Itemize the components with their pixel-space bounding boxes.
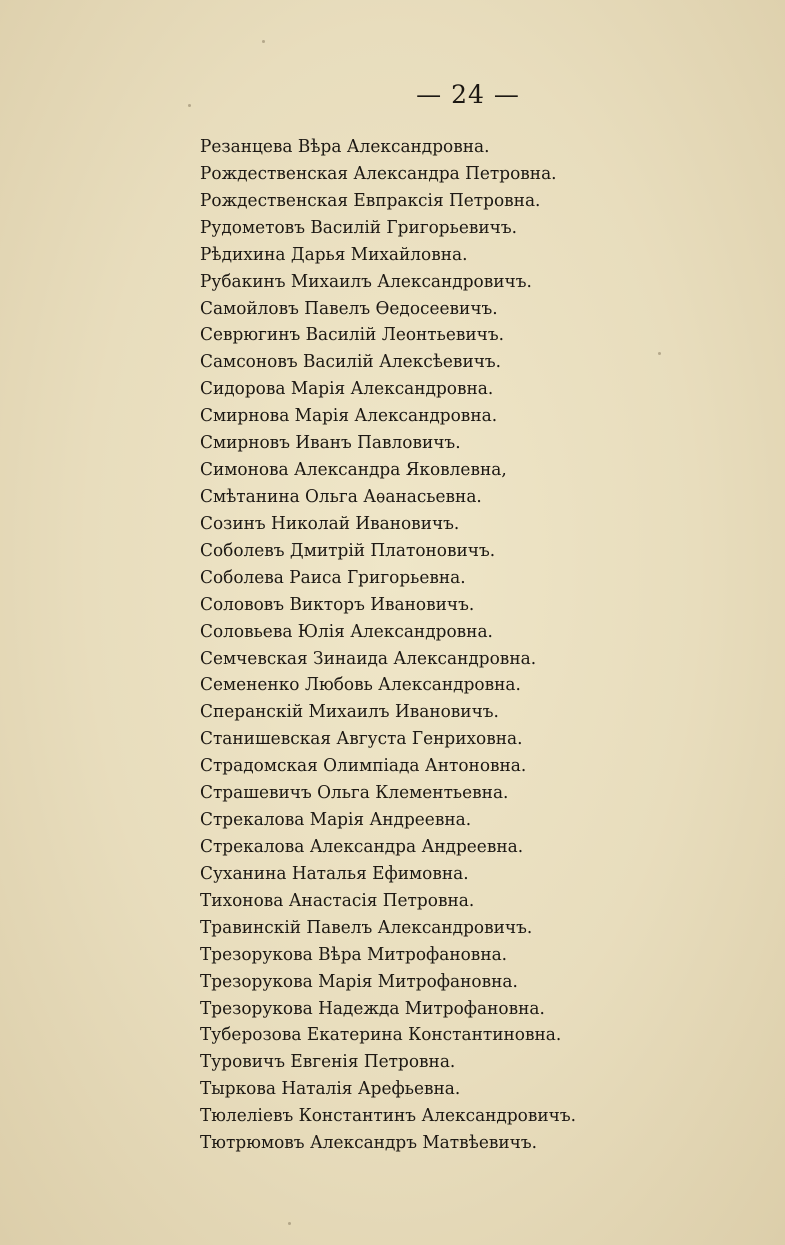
name-entry: Смѣтанина Ольга Аѳанасьевна. [200,485,482,507]
paper-speck [188,104,191,107]
name-entry: Смирнова Марія Александровна. [200,405,498,427]
name-entry: Страшевичъ Ольга Клементьевна. [200,782,509,804]
name-entry: Рудометовъ Василій Григорьевичъ. [200,216,517,238]
name-entry: Тюлеліевъ Константинъ Александровичъ. [200,1105,576,1127]
name-entry: Симонова Александра Яковлевна, [200,459,507,481]
name-entry: Рождественская Александра Петровна. [200,162,557,184]
name-entry: Трезорукова Марія Митрофановна. [200,970,518,992]
name-entry: Туберозова Екатерина Константиновна. [200,1024,562,1046]
name-entry: Самсоновъ Василій Алексѣевичъ. [200,351,502,373]
name-entry: Страдомская Олимпіада Антоновна. [200,755,527,777]
name-entry: Семчевская Зинаида Александровна. [200,647,537,669]
name-entry: Самойловъ Павелъ Ѳедосеевичъ. [200,297,498,319]
name-entry: Суханина Наталья Ефимовна. [200,862,469,884]
name-entry: Тихонова Анастасія Петровна. [200,889,475,911]
name-entry: Севрюгинъ Василій Леонтьевичъ. [200,324,505,346]
name-entry: Трезорукова Вѣра Митрофановна. [200,943,508,965]
name-entry: Рождественская Евпраксія Петровна. [200,189,541,211]
name-entry: Солововъ Викторъ Ивановичъ. [200,593,475,615]
name-entry: Соболевъ Дмитрій Платоновичъ. [200,539,496,561]
paper-speck [658,352,661,355]
name-entry: Резанцева Вѣра Александровна. [200,136,490,157]
name-entry: Семененко Любовь Александровна. [200,674,521,696]
name-entry: Трезорукова Надежда Митрофановна. [200,997,545,1019]
name-entry: Стрекалова Марія Андреевна. [200,809,472,831]
name-entry: Сперанскій Михаилъ Ивановичъ. [200,701,499,723]
name-entry: Станишевская Августа Генриховна. [200,728,523,750]
name-entry: Созинъ Николай Ивановичъ. [200,512,460,534]
name-entry: Туровичъ Евгенія Петровна. [200,1051,456,1073]
name-entry: Соловьева Юлія Александровна. [200,620,493,642]
name-entry: Соболева Раиса Григорьевна. [200,566,466,588]
paper-speck [262,40,265,43]
name-entry: Сидорова Марія Александровна. [200,378,494,400]
name-entry: Травинскій Павелъ Александровичъ. [200,916,533,938]
name-entry: Смирновъ Иванъ Павловичъ. [200,432,461,454]
name-entry: Тютрюмовъ Александръ Матвѣевичъ. [200,1132,537,1154]
name-entry: Рѣдихина Дарья Михайловна. [200,243,468,265]
names-list [200,134,600,1157]
page-number: — 24 — [416,80,520,109]
name-entry: Тыркова Наталія Арефьевна. [200,1078,461,1100]
name-entry: Стрекалова Александра Андреевна. [200,835,524,857]
name-entry: Рубакинъ Михаилъ Александровичъ. [200,270,532,292]
paper-speck [288,1222,291,1225]
